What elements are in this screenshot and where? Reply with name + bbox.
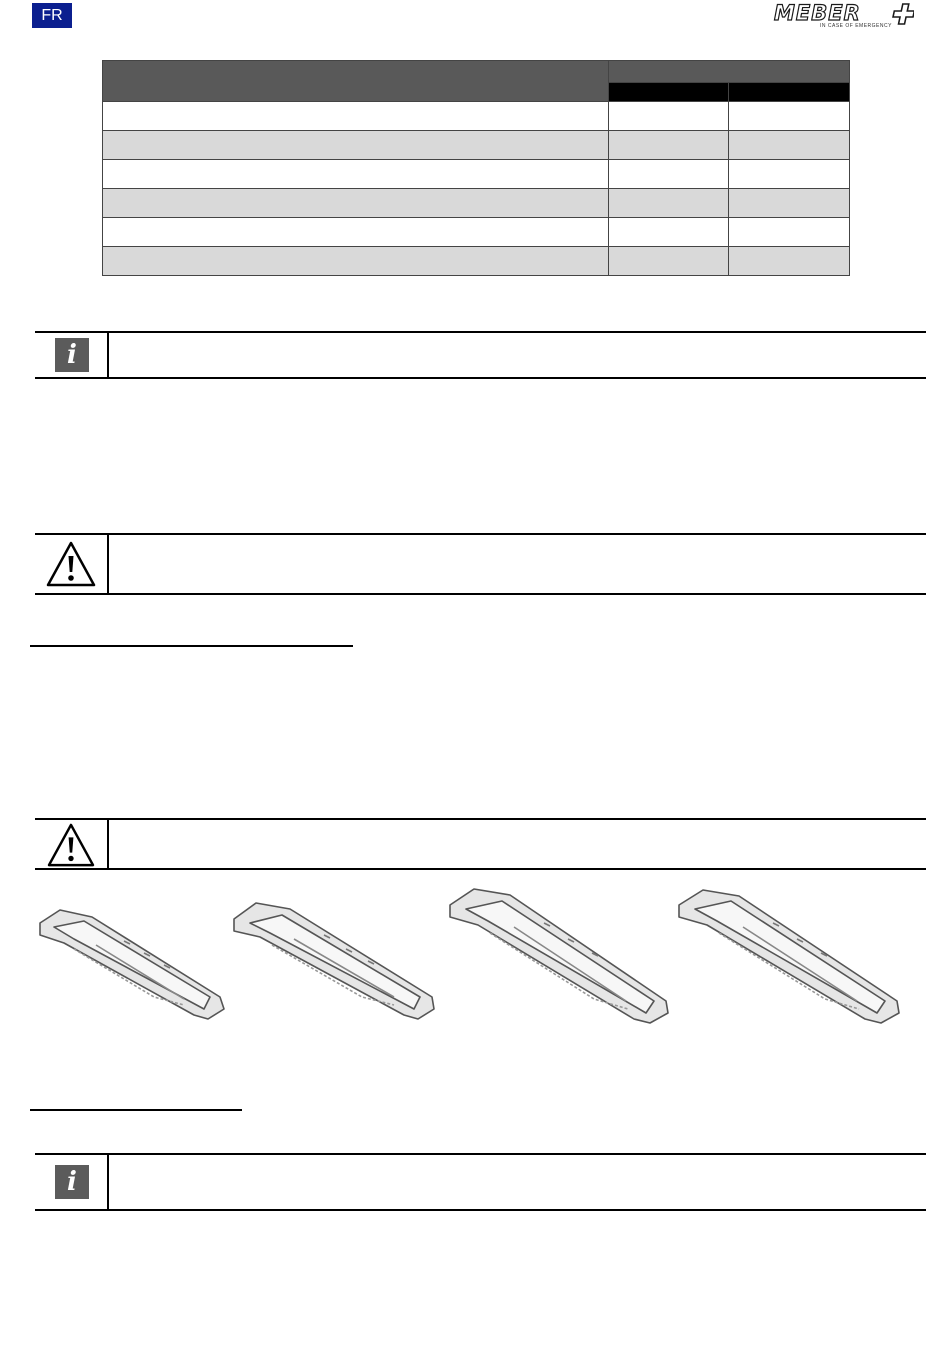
table-header-column-2 — [729, 82, 850, 101]
info-notice — [35, 331, 926, 379]
info-icon: i — [55, 338, 89, 372]
table-header-group — [609, 61, 850, 83]
table-row — [103, 189, 850, 218]
info-icon: i — [55, 1165, 89, 1199]
brand-logo — [774, 1, 916, 32]
warning-notice — [35, 533, 926, 595]
specification-table — [102, 60, 850, 276]
table-row — [103, 247, 850, 276]
section-heading-underline — [30, 1109, 242, 1111]
warning-icon — [45, 540, 97, 588]
table-row — [103, 160, 850, 189]
table-row — [103, 131, 850, 160]
logo-cross-icon — [892, 3, 914, 25]
warning-notice — [35, 818, 926, 870]
scoop-stretcher-folded — [34, 905, 230, 1025]
section-heading-underline — [30, 645, 353, 647]
scoop-stretcher-fully-extended — [673, 885, 905, 1027]
table-header-column-1 — [609, 82, 729, 101]
language-badge: FR — [32, 3, 72, 28]
table-row — [103, 102, 850, 131]
warning-icon — [45, 822, 97, 868]
table-row — [103, 218, 850, 247]
logo-tagline: IN CASE OF EMERGENCY — [820, 23, 892, 29]
logo-wordmark: MEBER — [774, 1, 861, 25]
table-header-description — [103, 61, 609, 102]
scoop-stretcher-extended — [444, 883, 674, 1028]
info-notice — [35, 1153, 926, 1211]
scoop-stretcher-short — [228, 897, 440, 1025]
